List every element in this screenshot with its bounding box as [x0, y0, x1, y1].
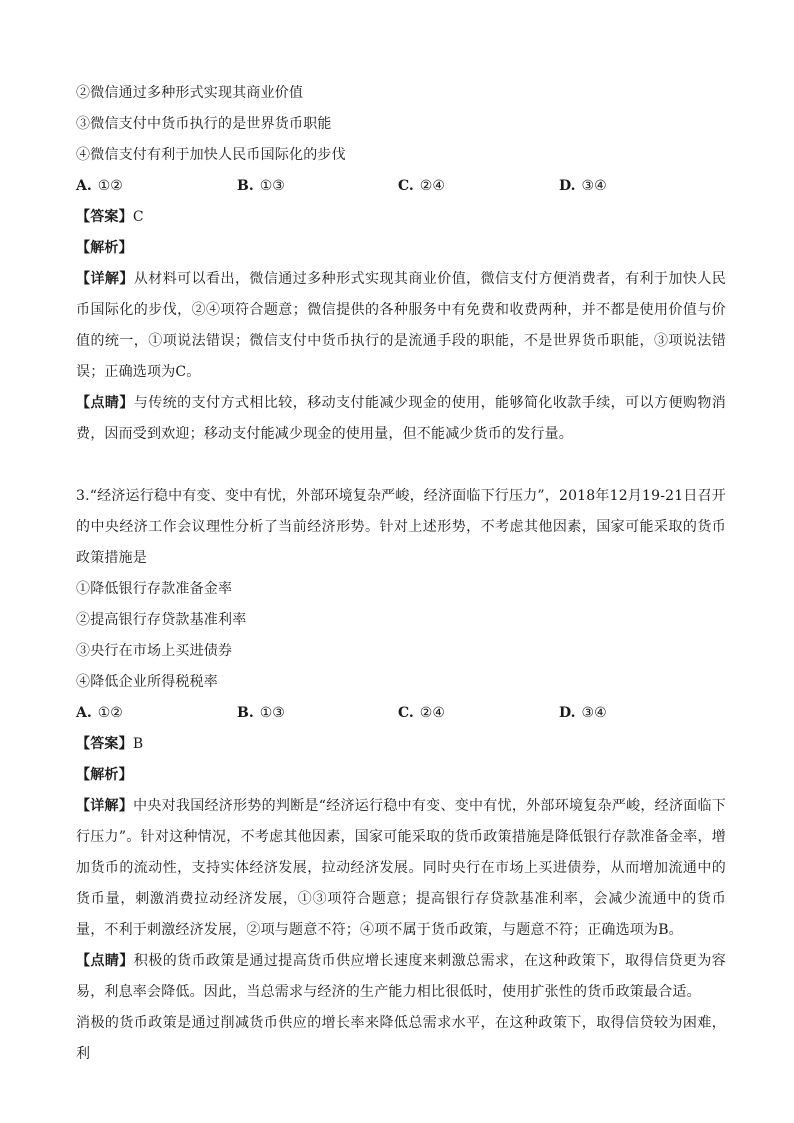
detail-text: 从材料可以看出，微信通过多种形式实现其商业价值，微信支付方便消费者，有利于加快人民币国际化的步伐，②④项符合题意；微信提供的各种服务中有免费和收费两种，并不都是使用价值与价值的统一，①项说法错误；微信支付中货币执行的是流通手段的职能，不是世界货币职能，③项说法错误；正确选项为C。 — [76, 271, 726, 380]
choice-letter: D. — [559, 178, 576, 194]
comment-text: 与传统的支付方式相比较，移动支付能减少现金的使用，能够简化收款手续，可以方便购物消费，因而受到欢迎；移动支付能减少现金的使用量，但不能减少货币的发行量。 — [76, 395, 726, 442]
detail-text: 中央对我国经济形势的判断是“经济运行稳中有变、变中有忧，外部环境复杂严峻，经济面临下行压力”。针对这种情况，不考虑其他因素，国家可能采取的货币政策措施是降低银行存款准备金率，增加货币的流动性，支持实体经济发展，拉动经济发展。同时央行在市场上买进债券，从而增加流通中的货币量，刺激消费拉动经济发展，①③项符合题意；提高银行存贷款基准利率，会减少流通中的货币量，不利于刺激经济发展，②项与题意不符；④项不属于货币政策，与题意不符；正确选项为B。 — [76, 798, 726, 938]
q2-choice-c[interactable] — [398, 171, 559, 202]
choice-letter: B. — [237, 705, 254, 721]
choice-letter: C. — [398, 705, 414, 721]
document-page — [76, 78, 726, 1070]
q3-option-1: ①降低银行存款准备金率 — [76, 581, 233, 597]
analysis-tag: 【解析】 — [76, 240, 133, 256]
answer-tag: 【答案】 — [76, 209, 133, 225]
choice-letter: C. — [398, 178, 414, 194]
analysis-tag: 【解析】 — [76, 767, 133, 783]
q3-analysis-heading — [76, 760, 726, 791]
q3-choice-c[interactable] — [398, 698, 559, 729]
q2-comment — [76, 388, 726, 450]
comment-text: 积极的货币政策是通过提高货币供应增长速度来刺激总需求，在这种政策下，取得信贷更为容易，利息率会降低。因此，当总需求与经济的生产能力相比很低时，使用扩张性的货币政策最合适。 — [76, 953, 726, 1000]
choice-letter: A. — [76, 705, 92, 721]
choice-value: ①② — [97, 705, 123, 721]
q3-detail — [76, 791, 726, 946]
choice-value: ②④ — [419, 705, 445, 721]
choice-value: ②④ — [419, 178, 445, 194]
q3-option-4: ④降低企业所得税税率 — [76, 674, 218, 690]
q2-option-2: ②微信通过多种形式实现其商业价值 — [76, 85, 304, 101]
choice-letter: D. — [559, 705, 576, 721]
answer-value: B — [132, 736, 144, 752]
choice-value: ③④ — [581, 178, 607, 194]
choice-value: ①② — [97, 178, 123, 194]
q2-choice-b[interactable] — [237, 171, 398, 202]
q2-choice-a[interactable] — [76, 171, 237, 202]
detail-tag: 【详解】 — [76, 798, 134, 814]
q3-option-2: ②提高银行存贷款基准利率 — [76, 612, 247, 628]
choice-letter: A. — [76, 178, 92, 194]
comment-tag: 【点睛】 — [76, 395, 134, 411]
choice-value: ③④ — [581, 705, 607, 721]
choice-value: ①③ — [259, 705, 285, 721]
q3-choices — [76, 698, 726, 729]
q2-option-4: ④微信支付有利于加快人民币国际化的步伐 — [76, 147, 346, 163]
q2-choice-d[interactable] — [559, 171, 720, 202]
q2-option-3: ③微信支付中货币执行的是世界货币职能 — [76, 116, 332, 132]
q2-analysis-heading — [76, 233, 726, 264]
q3-choice-a[interactable] — [76, 698, 237, 729]
answer-tag: 【答案】 — [76, 736, 133, 752]
spacer — [76, 450, 726, 481]
choice-letter: B. — [237, 178, 254, 194]
answer-value: C — [132, 209, 144, 225]
q3-option-3: ③央行在市场上买进债券 — [76, 643, 233, 659]
q3-answer — [76, 729, 726, 760]
q3-comment — [76, 946, 726, 1008]
q3-choice-b[interactable] — [237, 698, 398, 729]
comment-tag: 【点睛】 — [76, 953, 134, 969]
q3-stem: 3.“经济运行稳中有变、变中有忧，外部环境复杂严峻，经济面临下行压力”，2018年12月19-21日召开的中央经济工作会议理性分析了当前经济形势。针对上述形势，不考虑其他因素，国家可能采取的货币政策措施是 — [76, 488, 726, 566]
q3-choice-d[interactable] — [559, 698, 720, 729]
detail-tag: 【详解】 — [76, 271, 134, 287]
choice-value: ①③ — [259, 178, 285, 194]
q3-comment-continued: 消极的货币政策是通过削减货币供应的增长率来降低总需求水平，在这种政策下，取得信贷较为困难，利 — [76, 1015, 726, 1062]
q2-answer — [76, 202, 726, 233]
q2-detail — [76, 264, 726, 388]
q2-choices — [76, 171, 726, 202]
